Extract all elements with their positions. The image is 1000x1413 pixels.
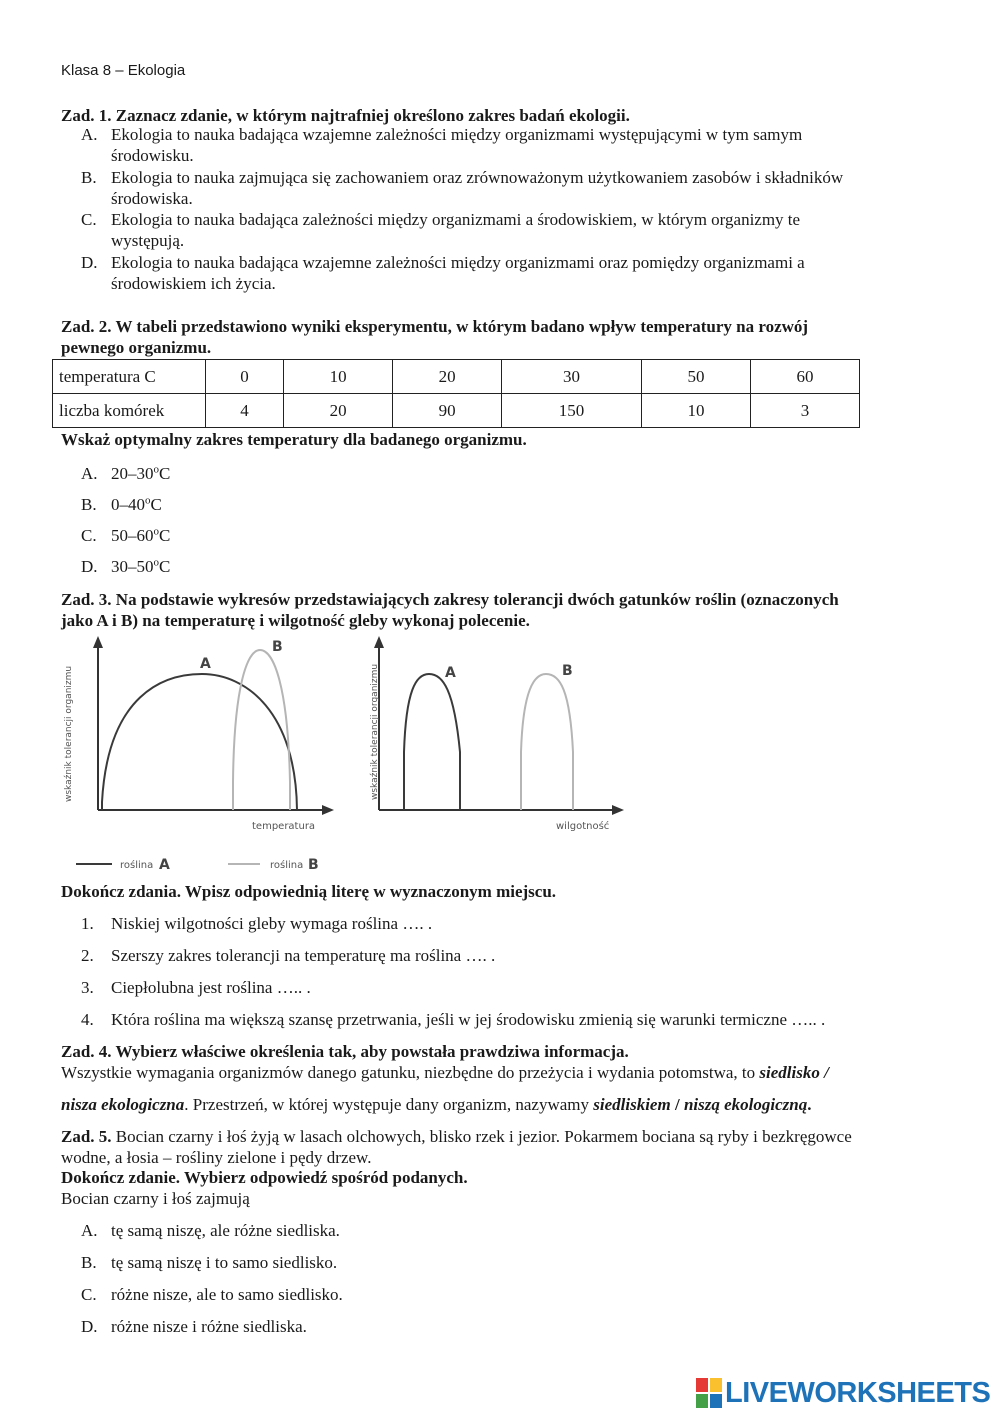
task-1-option-b-cont: środowiska. — [111, 189, 193, 208]
results-table — [52, 359, 860, 428]
task-4-title: Zad. 4. Wybierz właściwe określenia tak, aby powstała prawdziwa informacja. — [61, 1042, 629, 1061]
task-4-line-2: nisza ekologiczna. Przestrzeń, w której występuje dany organizm, nazywamy siedliskiem / niszą ekologiczną. — [61, 1095, 812, 1114]
choice-siedliskiem[interactable]: siedliskiem — [593, 1095, 671, 1114]
task-2-question: Wskaż optymalny zakres temperatury dla badanego organizmu. — [61, 430, 527, 449]
task-1-option-a-cont: środowisku. — [111, 146, 194, 165]
task-2-option-a[interactable]: A. 20–30$^o$C — [81, 463, 171, 483]
graph-left-xlabel: temperatura — [252, 821, 316, 832]
graph-left — [64, 636, 334, 832]
task-2-title-cont: pewnego organizmu. — [61, 338, 212, 357]
curve-b-humidity — [521, 674, 573, 810]
choice-nisza[interactable]: nisza ekologiczna — [61, 1095, 185, 1114]
arrow-right-icon — [322, 805, 334, 815]
table-cell: 0 — [206, 360, 284, 394]
table-cell: 10 — [284, 360, 393, 394]
logo-mark-icon — [696, 1378, 722, 1408]
task-1-option-c-cont: występują. — [111, 231, 185, 250]
graph-legend — [76, 857, 319, 873]
task-1-title: Zad. 1. Zaznacz zdanie, w którym najtrafniej określono zakres badań ekologii. — [61, 106, 630, 125]
legend-a-text: roślina — [120, 860, 154, 871]
table-row-label: liczba komórek — [53, 394, 206, 428]
table-cell: 50 — [641, 360, 750, 394]
tolerance-graphs — [52, 632, 652, 877]
table-cell: 90 — [393, 394, 502, 428]
legend-b-letter: B — [308, 857, 319, 873]
table-row — [53, 394, 860, 428]
task-1-option-b[interactable]: B. Ekologia to nauka zajmująca się zachowaniem oraz zrównoważonym użytkowaniem zasobów i składników — [81, 168, 844, 187]
page-header: Klasa 8 – Ekologia — [61, 62, 186, 79]
curve-a-humidity — [404, 674, 460, 810]
task-1-option-c[interactable]: C. Ekologia to nauka badająca zależności między organizmami a środowiskiem, w którym organizmy te — [81, 210, 801, 229]
table-row — [53, 360, 860, 394]
graph-left-label-b: B — [272, 639, 283, 655]
graph-left-label-a: A — [200, 656, 211, 672]
task-5-line-1: Zad. 5. Bocian czarny i łoś żyją w lasach olchowych, blisko rzek i jezior. Pokarmem bociana są ryby i bezkręgowce — [61, 1127, 852, 1146]
graph-right-xlabel: wilgotność — [556, 821, 610, 832]
graph-right-label-a: A — [445, 665, 456, 681]
graph-right-ylabel: wskaźnik tolerancji organizmu — [370, 663, 380, 800]
graph-right — [370, 636, 624, 832]
logo-text: LIVEWORKSHEETS — [725, 1376, 991, 1409]
legend-b-text: roślina — [270, 860, 304, 871]
table-cell: 3 — [750, 394, 859, 428]
table-cell: 20 — [284, 394, 393, 428]
task-2-option-c[interactable]: C. 50–60$^o$C — [81, 525, 171, 545]
graph-left-ylabel: wskaźnik tolerancji organizmu — [64, 665, 74, 802]
table-cell: 4 — [206, 394, 284, 428]
task-2-title: Zad. 2. W tabeli przedstawiono wyniki eksperymentu, w którym badano wpływ temperatury na rozwój — [61, 317, 809, 336]
table-cell: 60 — [750, 360, 859, 394]
table-cell: 10 — [641, 394, 750, 428]
task-1-option-d[interactable]: D. Ekologia to nauka badająca wzajemne zależności między organizmami oraz pomiędzy organizmami a — [81, 253, 805, 272]
choice-siedlisko[interactable]: siedlisko / — [759, 1063, 829, 1082]
task-3-title: Zad. 3. Na podstawie wykresów przedstawiających zakresy tolerancji dwóch gatunków roślin (oznaczonych — [61, 590, 839, 609]
task-1-option-d-cont: środowiskiem ich życia. — [111, 274, 276, 293]
arrow-up-icon — [93, 636, 103, 648]
curve-a-temperature — [102, 674, 297, 810]
table-cell: 30 — [502, 360, 642, 394]
task-2-option-d[interactable]: D. 30–50$^o$C — [81, 556, 171, 576]
task-3-item[interactable]: 1. Niskiej wilgotności gleby wymaga roślina …. . — [81, 914, 433, 933]
task-5-option-b[interactable]: B. tę samą niszę i to samo siedlisko. — [81, 1253, 338, 1272]
legend-a-letter: A — [159, 857, 170, 873]
table-row-label: temperatura C — [53, 360, 206, 394]
table-cell: 150 — [502, 394, 642, 428]
task-4-line-1: Wszystkie wymagania organizmów danego gatunku, niezbędne do przeżycia i wydania potomstwa, to siedlisko / — [61, 1063, 829, 1082]
task-5-option-a[interactable]: A. tę samą niszę, ale różne siedliska. — [81, 1221, 340, 1240]
task-3-item[interactable]: 3. Ciepłolubna jest roślina ….. . — [81, 978, 311, 997]
choice-nisza-ekologiczna[interactable]: niszą ekologiczną — [683, 1095, 808, 1114]
task-3-instruction: Dokończ zdania. Wpisz odpowiednią literę w wyznaczonym miejscu. — [61, 882, 557, 901]
task-5-stem: Bocian czarny i łoś zajmują — [61, 1189, 250, 1208]
task-5-option-c[interactable]: C. różne nisze, ale to samo siedlisko. — [81, 1285, 343, 1304]
task-5-option-d[interactable]: D. różne nisze i różne siedliska. — [81, 1317, 307, 1336]
table-cell: 20 — [393, 360, 502, 394]
graph-right-label-b: B — [562, 663, 573, 679]
task-2-option-b[interactable]: B. 0–40$^o$C — [81, 494, 162, 514]
task-1-option-a[interactable]: A. Ekologia to nauka badająca wzajemne zależności między organizmami występującymi w tym samym — [81, 125, 803, 144]
task-3-item[interactable]: 2. Szerszy zakres tolerancji na temperaturę ma roślina …. . — [81, 946, 496, 965]
task-5-instruction: Dokończ zdanie. Wybierz odpowiedź spośród podanych. — [61, 1168, 468, 1187]
arrow-up-icon — [374, 636, 384, 648]
task-3-item[interactable]: 4. Która roślina ma większą szansę przetrwania, jeśli w jej środowisku zmienią się warunki termiczne ….. . — [81, 1010, 826, 1029]
task-5-line-2: wodne, a łosia – rośliny zielone i pędy drzew. — [61, 1148, 372, 1167]
liveworksheets-logo — [696, 1376, 990, 1410]
arrow-right-icon — [612, 805, 624, 815]
task-3-title-cont: jako A i B) na temperaturę i wilgotność gleby wykonaj polecenie. — [61, 611, 530, 630]
